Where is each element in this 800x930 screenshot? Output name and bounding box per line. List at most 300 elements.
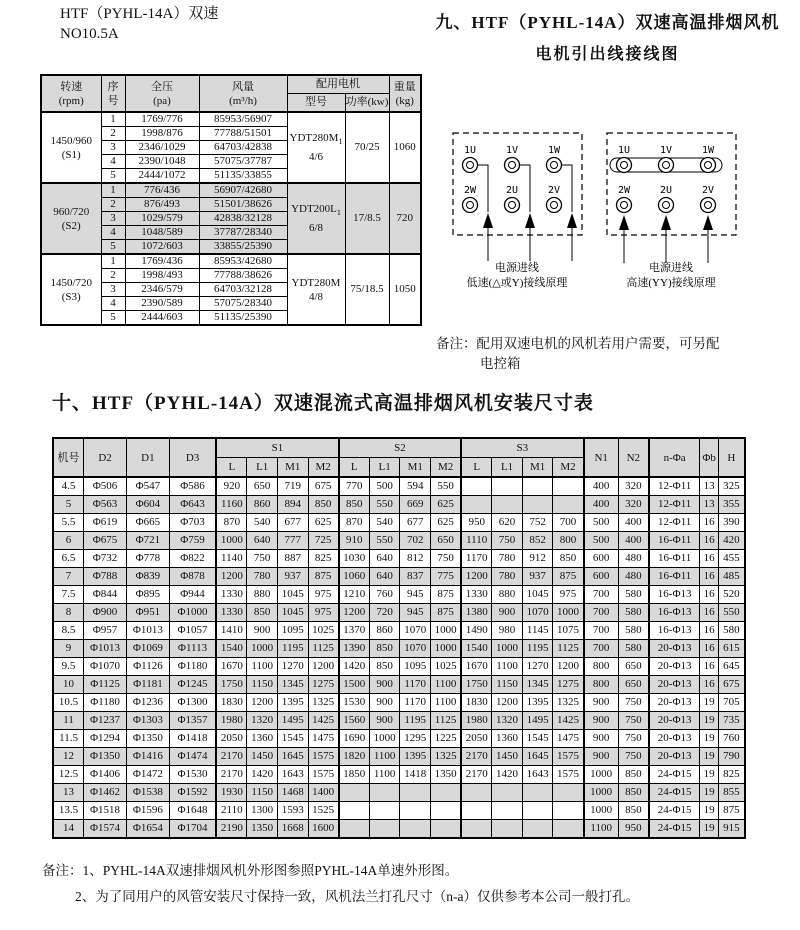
dim-cell: Φ1300	[169, 694, 216, 712]
dim-cell: 870	[216, 514, 247, 532]
dim-cell: Φ1596	[126, 802, 169, 820]
dim-cell: 1980	[216, 712, 247, 730]
dim-cell: 1600	[308, 820, 339, 839]
dim-cell: 1350	[431, 766, 462, 784]
dim-cell: 20-Φ13	[649, 694, 700, 712]
dim-cell: 1295	[400, 730, 431, 748]
dim-cell: 1150	[247, 784, 278, 802]
dim-cell: 1395	[522, 694, 553, 712]
dim-cell	[339, 820, 370, 839]
dim-cell: 1200	[216, 568, 247, 586]
terminal-lead-line	[562, 165, 572, 212]
dim-cell: 2050	[216, 730, 247, 748]
dim-cell: 1325	[431, 748, 462, 766]
dim-cell: 750	[618, 748, 649, 766]
dimension-table	[52, 437, 746, 839]
dim-cell: 550	[369, 532, 400, 550]
dim-cell: 16	[700, 676, 718, 694]
dim-cell: 500	[584, 532, 619, 550]
pressure-cell: 1998/876	[125, 127, 199, 141]
dim-cell: Φ1000	[169, 604, 216, 622]
dim-cell: Φ506	[84, 477, 127, 496]
wiring-caption-left	[467, 260, 568, 289]
dim-cell: Φ1530	[169, 766, 216, 784]
dim-cell: 2170	[461, 748, 492, 766]
dim-cell: 1210	[339, 586, 370, 604]
dim-cell: Φ1472	[126, 766, 169, 784]
dim-cell: 2050	[461, 730, 492, 748]
dim-cell: 1330	[216, 586, 247, 604]
dim-cell: 1330	[216, 604, 247, 622]
bottom-notes	[42, 858, 639, 909]
dim-cell: 480	[618, 568, 649, 586]
dim-cell: 875	[553, 568, 584, 586]
dim-cell: 13	[53, 784, 84, 802]
dim-cell: 625	[431, 496, 462, 514]
speed-cell: 1450/960 (S1)	[41, 112, 101, 183]
dim-cell: 2190	[216, 820, 247, 839]
dim-cell: 945	[400, 604, 431, 622]
pressure-cell: 1048/589	[125, 226, 199, 240]
dim-cell: Φ1462	[84, 784, 127, 802]
dim-cell: 910	[339, 532, 370, 550]
dim-cell: Φ1704	[169, 820, 216, 839]
dim-cell: 400	[618, 514, 649, 532]
dim-cell	[461, 802, 492, 820]
dim-cell: 16-Φ13	[649, 622, 700, 640]
column-header: M1	[277, 458, 308, 478]
dim-cell: 10	[53, 676, 84, 694]
model-label	[60, 4, 218, 45]
dim-cell: 1325	[553, 694, 584, 712]
dim-cell: 1025	[431, 658, 462, 676]
dim-cell: 1750	[461, 676, 492, 694]
dim-cell: 615	[718, 640, 745, 658]
dim-cell: 1275	[308, 676, 339, 694]
dim-cell: 760	[718, 730, 745, 748]
dim-cell: 1395	[277, 694, 308, 712]
dim-cell: 800	[584, 676, 619, 694]
dim-cell: 20-Φ13	[649, 676, 700, 694]
dim-cell: 1545	[522, 730, 553, 748]
column-header: D2	[84, 438, 127, 477]
dim-cell: 1045	[522, 586, 553, 604]
wiring-diagram	[440, 108, 800, 303]
dim-cell: Φ957	[84, 622, 127, 640]
dim-cell	[553, 477, 584, 496]
dim-cell	[461, 784, 492, 802]
dim-cell: 770	[339, 477, 370, 496]
dim-cell: 1320	[247, 712, 278, 730]
dim-cell: 1045	[277, 586, 308, 604]
dim-cell: Φ1294	[84, 730, 127, 748]
dim-cell: 1100	[247, 658, 278, 676]
dim-cell: Φ1654	[126, 820, 169, 839]
note-line: 2、为了同用户的风管安装尺寸保持一致，风机法兰打孔尺寸（n-a）仅供参考本公司一般打孔。	[75, 888, 639, 904]
column-header-seq: 序 号	[101, 75, 125, 112]
dim-cell	[461, 477, 492, 496]
dim-cell: 16	[700, 568, 718, 586]
dim-cell: 640	[369, 568, 400, 586]
dim-cell: 1540	[461, 640, 492, 658]
terminal-label: 2V	[547, 185, 561, 196]
dim-cell: 1360	[492, 730, 523, 748]
dim-row	[53, 730, 745, 748]
column-header: D3	[169, 438, 216, 477]
dim-cell: 1475	[308, 730, 339, 748]
dim-row	[53, 514, 745, 532]
terminal-label: 1U	[617, 145, 631, 156]
flow-cell: 51135/33855	[199, 169, 287, 184]
dim-cell: Φ619	[84, 514, 127, 532]
dim-cell: 1575	[308, 748, 339, 766]
dim-cell: 880	[492, 586, 523, 604]
column-header: L	[216, 458, 247, 478]
dim-cell: 1420	[339, 658, 370, 676]
dim-cell: Φ778	[126, 550, 169, 568]
dim-cell: Φ1069	[126, 640, 169, 658]
dim-cell: 550	[718, 604, 745, 622]
weight-cell: 1060	[389, 112, 421, 183]
dim-cell: 7.5	[53, 586, 84, 604]
terminal-label: 1U	[463, 145, 477, 156]
dim-cell: 12.5	[53, 766, 84, 784]
dim-cell: 1200	[308, 658, 339, 676]
pressure-cell: 1769/776	[125, 112, 199, 127]
dim-cell	[553, 496, 584, 514]
dim-cell: Φ703	[169, 514, 216, 532]
column-header: L1	[369, 458, 400, 478]
seq-cell: 4	[101, 297, 125, 311]
dim-row	[53, 784, 745, 802]
dim-cell: 1060	[339, 568, 370, 586]
dim-cell: 19	[700, 802, 718, 820]
pressure-cell: 776/436	[125, 183, 199, 198]
dim-cell: 1125	[308, 640, 339, 658]
dim-cell: 6.5	[53, 550, 84, 568]
dim-cell: 812	[400, 550, 431, 568]
dim-cell: 750	[431, 550, 462, 568]
motor-model-cell: $YDT280M_1$ 4/6	[287, 112, 345, 183]
dim-cell: 790	[718, 748, 745, 766]
dim-cell: 20-Φ13	[649, 712, 700, 730]
dim-cell: 1830	[461, 694, 492, 712]
dim-cell	[522, 477, 553, 496]
dim-cell: 1670	[461, 658, 492, 676]
dim-cell: 16-Φ13	[649, 604, 700, 622]
dim-cell: 19	[700, 748, 718, 766]
flow-cell: 77788/38626	[199, 269, 287, 283]
group-header-s1: S1	[216, 438, 338, 458]
dim-cell: 700	[584, 640, 619, 658]
dim-cell: 1100	[492, 658, 523, 676]
dim-cell: 19	[700, 730, 718, 748]
dim-cell: 16	[700, 658, 718, 676]
dim-cell: 650	[247, 477, 278, 496]
dim-cell: 1140	[216, 550, 247, 568]
pressure-cell: 2346/1029	[125, 141, 199, 155]
dim-cell: 855	[718, 784, 745, 802]
svg-text:电源进线: 电源进线	[649, 262, 693, 274]
dim-cell: Φ1180	[84, 694, 127, 712]
flow-cell: 37787/28340	[199, 226, 287, 240]
dim-cell	[400, 820, 431, 839]
dim-cell: 11.5	[53, 730, 84, 748]
dim-cell: 975	[308, 586, 339, 604]
dim-cell: Φ547	[126, 477, 169, 496]
dim-cell: 400	[584, 496, 619, 514]
dim-cell	[461, 496, 492, 514]
dim-cell	[400, 784, 431, 802]
seq-cell: 5	[101, 240, 125, 255]
dim-cell: 1530	[339, 694, 370, 712]
dim-cell: 900	[247, 622, 278, 640]
dim-cell: 1500	[339, 676, 370, 694]
perf-row	[41, 183, 421, 198]
dim-cell: Φ1357	[169, 712, 216, 730]
flow-cell: 51501/38626	[199, 198, 287, 212]
dim-cell: 1420	[492, 766, 523, 784]
motor-model-cell: $YDT200L_1$ 6/8	[287, 183, 345, 254]
dim-cell: 8.5	[53, 622, 84, 640]
dim-cell: 540	[247, 514, 278, 532]
dim-cell: 20-Φ13	[649, 748, 700, 766]
dim-cell: 2170	[216, 748, 247, 766]
dim-cell: 945	[400, 586, 431, 604]
dim-cell: Φ1418	[169, 730, 216, 748]
dim-cell: 1750	[216, 676, 247, 694]
dim-cell: 550	[431, 477, 462, 496]
dim-cell: 850	[553, 550, 584, 568]
dim-cell: 600	[584, 568, 619, 586]
dim-cell: 900	[492, 604, 523, 622]
dim-cell: 16-Φ11	[649, 550, 700, 568]
section9-title-line1: 九、HTF（PYHL-14A）双速高温排烟风机	[435, 13, 780, 32]
pressure-cell: 2444/603	[125, 311, 199, 326]
dim-cell: Φ1181	[126, 676, 169, 694]
dim-cell	[522, 496, 553, 514]
dim-cell: Φ1013	[126, 622, 169, 640]
seq-cell: 4	[101, 226, 125, 240]
dim-cell: 580	[618, 640, 649, 658]
column-header: N1	[584, 438, 619, 477]
dim-cell: 700	[584, 604, 619, 622]
column-header: M1	[400, 458, 431, 478]
pressure-cell: 2346/579	[125, 283, 199, 297]
dim-cell: 1150	[247, 676, 278, 694]
low-speed-wiring-box	[453, 133, 582, 289]
seq-cell: 1	[101, 112, 125, 127]
dim-cell: 1560	[339, 712, 370, 730]
dim-cell: Φ844	[84, 586, 127, 604]
dim-cell: 14	[53, 820, 84, 839]
dim-cell: 800	[553, 532, 584, 550]
dim-cell: 650	[431, 532, 462, 550]
dim-cell: 5	[53, 496, 84, 514]
dim-cell: 455	[718, 550, 745, 568]
column-header: M2	[308, 458, 339, 478]
dim-cell: 1645	[277, 748, 308, 766]
dim-cell	[522, 802, 553, 820]
motor-power-cell: 70/25	[345, 112, 389, 183]
dim-cell: 1000	[431, 640, 462, 658]
pressure-cell: 876/493	[125, 198, 199, 212]
flow-cell: 56907/42680	[199, 183, 287, 198]
dim-cell: 2170	[216, 766, 247, 784]
dim-cell: 852	[522, 532, 553, 550]
svg-text:电源进线: 电源进线	[495, 262, 539, 274]
dim-cell	[492, 820, 523, 839]
dim-cell: 19	[700, 784, 718, 802]
dim-cell: 780	[492, 568, 523, 586]
dim-cell: 1025	[308, 622, 339, 640]
dim-cell: 1370	[339, 622, 370, 640]
dim-cell: 594	[400, 477, 431, 496]
dim-cell: 669	[400, 496, 431, 514]
seq-cell: 1	[101, 183, 125, 198]
dim-cell: 16-Φ11	[649, 532, 700, 550]
dim-cell: 900	[584, 748, 619, 766]
dim-cell: Φ1538	[126, 784, 169, 802]
dim-cell	[492, 784, 523, 802]
dim-cell: 1200	[492, 694, 523, 712]
perf-row	[41, 254, 421, 269]
dim-cell: 500	[584, 514, 619, 532]
dim-row	[53, 586, 745, 604]
dim-row	[53, 802, 745, 820]
dim-cell	[522, 820, 553, 839]
flow-cell: 57075/37787	[199, 155, 287, 169]
terminal-lead-line	[478, 165, 488, 212]
dim-cell: 1425	[308, 712, 339, 730]
flow-cell: 85953/42680	[199, 254, 287, 269]
dim-cell: 850	[618, 802, 649, 820]
dim-cell: 900	[369, 694, 400, 712]
dim-cell: 13.5	[53, 802, 84, 820]
column-header-pressure: 全压 (pa)	[125, 75, 199, 112]
dim-cell: 16-Φ13	[649, 586, 700, 604]
dim-cell: 870	[339, 514, 370, 532]
dim-cell: 900	[584, 712, 619, 730]
column-header: N2	[618, 438, 649, 477]
dim-cell: 1070	[522, 604, 553, 622]
terminal-label: 1W	[547, 145, 561, 156]
dim-cell: Φ665	[126, 514, 169, 532]
dim-cell: 1670	[216, 658, 247, 676]
dim-cell: 837	[400, 568, 431, 586]
dim-cell	[461, 820, 492, 839]
dim-cell: 1495	[277, 712, 308, 730]
dim-cell: 900	[584, 730, 619, 748]
dim-row	[53, 658, 745, 676]
dim-cell: 920	[216, 477, 247, 496]
seq-cell: 2	[101, 198, 125, 212]
dim-cell: 850	[339, 496, 370, 514]
dim-cell	[339, 784, 370, 802]
dim-cell: 900	[584, 694, 619, 712]
note-line: 备注：1、PYHL-14A双速排烟风机外形图参照PYHL-14A单速外形图。	[42, 863, 459, 878]
dim-cell: 1395	[400, 748, 431, 766]
dim-cell: Φ1474	[169, 748, 216, 766]
model-line1: HTF（PYHL-14A）双速	[60, 6, 219, 22]
dim-cell: 355	[718, 496, 745, 514]
dim-cell: 8	[53, 604, 84, 622]
seq-cell: 5	[101, 169, 125, 184]
dim-cell: Φ788	[84, 568, 127, 586]
dim-cell: 19	[700, 820, 718, 839]
dim-cell: 12-Φ11	[649, 514, 700, 532]
dim-cell: 19	[700, 694, 718, 712]
dim-cell	[369, 820, 400, 839]
column-header: H	[718, 438, 745, 477]
dim-cell: 24-Φ15	[649, 766, 700, 784]
motor-power-cell: 75/18.5	[345, 254, 389, 325]
dim-cell: 7	[53, 568, 84, 586]
dim-cell: Φ895	[126, 586, 169, 604]
flow-cell: 64703/32128	[199, 283, 287, 297]
dim-cell: 937	[277, 568, 308, 586]
dim-cell: 975	[308, 604, 339, 622]
dim-cell: 875	[431, 586, 462, 604]
dim-cell: 1450	[492, 748, 523, 766]
dim-cell: 19	[700, 712, 718, 730]
dim-cell: 625	[308, 514, 339, 532]
dim-cell: Φ944	[169, 586, 216, 604]
dim-cell: 6	[53, 532, 84, 550]
dim-cell: 1668	[277, 820, 308, 839]
dim-cell: 390	[718, 514, 745, 532]
seq-cell: 3	[101, 212, 125, 226]
terminal-label: 1V	[659, 145, 673, 156]
dim-cell	[400, 802, 431, 820]
dim-cell: 1490	[461, 622, 492, 640]
dim-row	[53, 676, 745, 694]
dim-row	[53, 748, 745, 766]
dim-row	[53, 712, 745, 730]
dim-cell: Φ586	[169, 477, 216, 496]
dim-row	[53, 550, 745, 568]
dim-cell: 750	[618, 730, 649, 748]
dim-cell: 4.5	[53, 477, 84, 496]
dim-header-row1	[53, 438, 745, 458]
dim-cell: 875	[431, 604, 462, 622]
dim-cell: 860	[247, 496, 278, 514]
wiring-caption-right	[626, 260, 715, 289]
dim-cell: Φ1180	[169, 658, 216, 676]
pressure-cell: 1998/493	[125, 269, 199, 283]
power-arrow	[483, 213, 577, 261]
dim-cell: 16	[700, 532, 718, 550]
dim-cell: 1345	[522, 676, 553, 694]
column-header: L	[461, 458, 492, 478]
dim-cell: 9.5	[53, 658, 84, 676]
dim-cell: 720	[369, 604, 400, 622]
dim-cell: Φ1518	[84, 802, 127, 820]
dim-cell: 1540	[216, 640, 247, 658]
dim-cell: 1030	[339, 550, 370, 568]
dim-cell: 937	[522, 568, 553, 586]
dim-cell: 16	[700, 604, 718, 622]
dim-cell: 1200	[339, 604, 370, 622]
column-header-motor-power: 功率(kw)	[345, 94, 389, 113]
dim-cell: 2170	[461, 766, 492, 784]
dim-cell	[553, 820, 584, 839]
dim-cell: Φ1303	[126, 712, 169, 730]
dim-cell: 750	[247, 550, 278, 568]
dim-cell: 780	[247, 568, 278, 586]
dim-cell: 1000	[584, 784, 619, 802]
dim-cell	[492, 496, 523, 514]
